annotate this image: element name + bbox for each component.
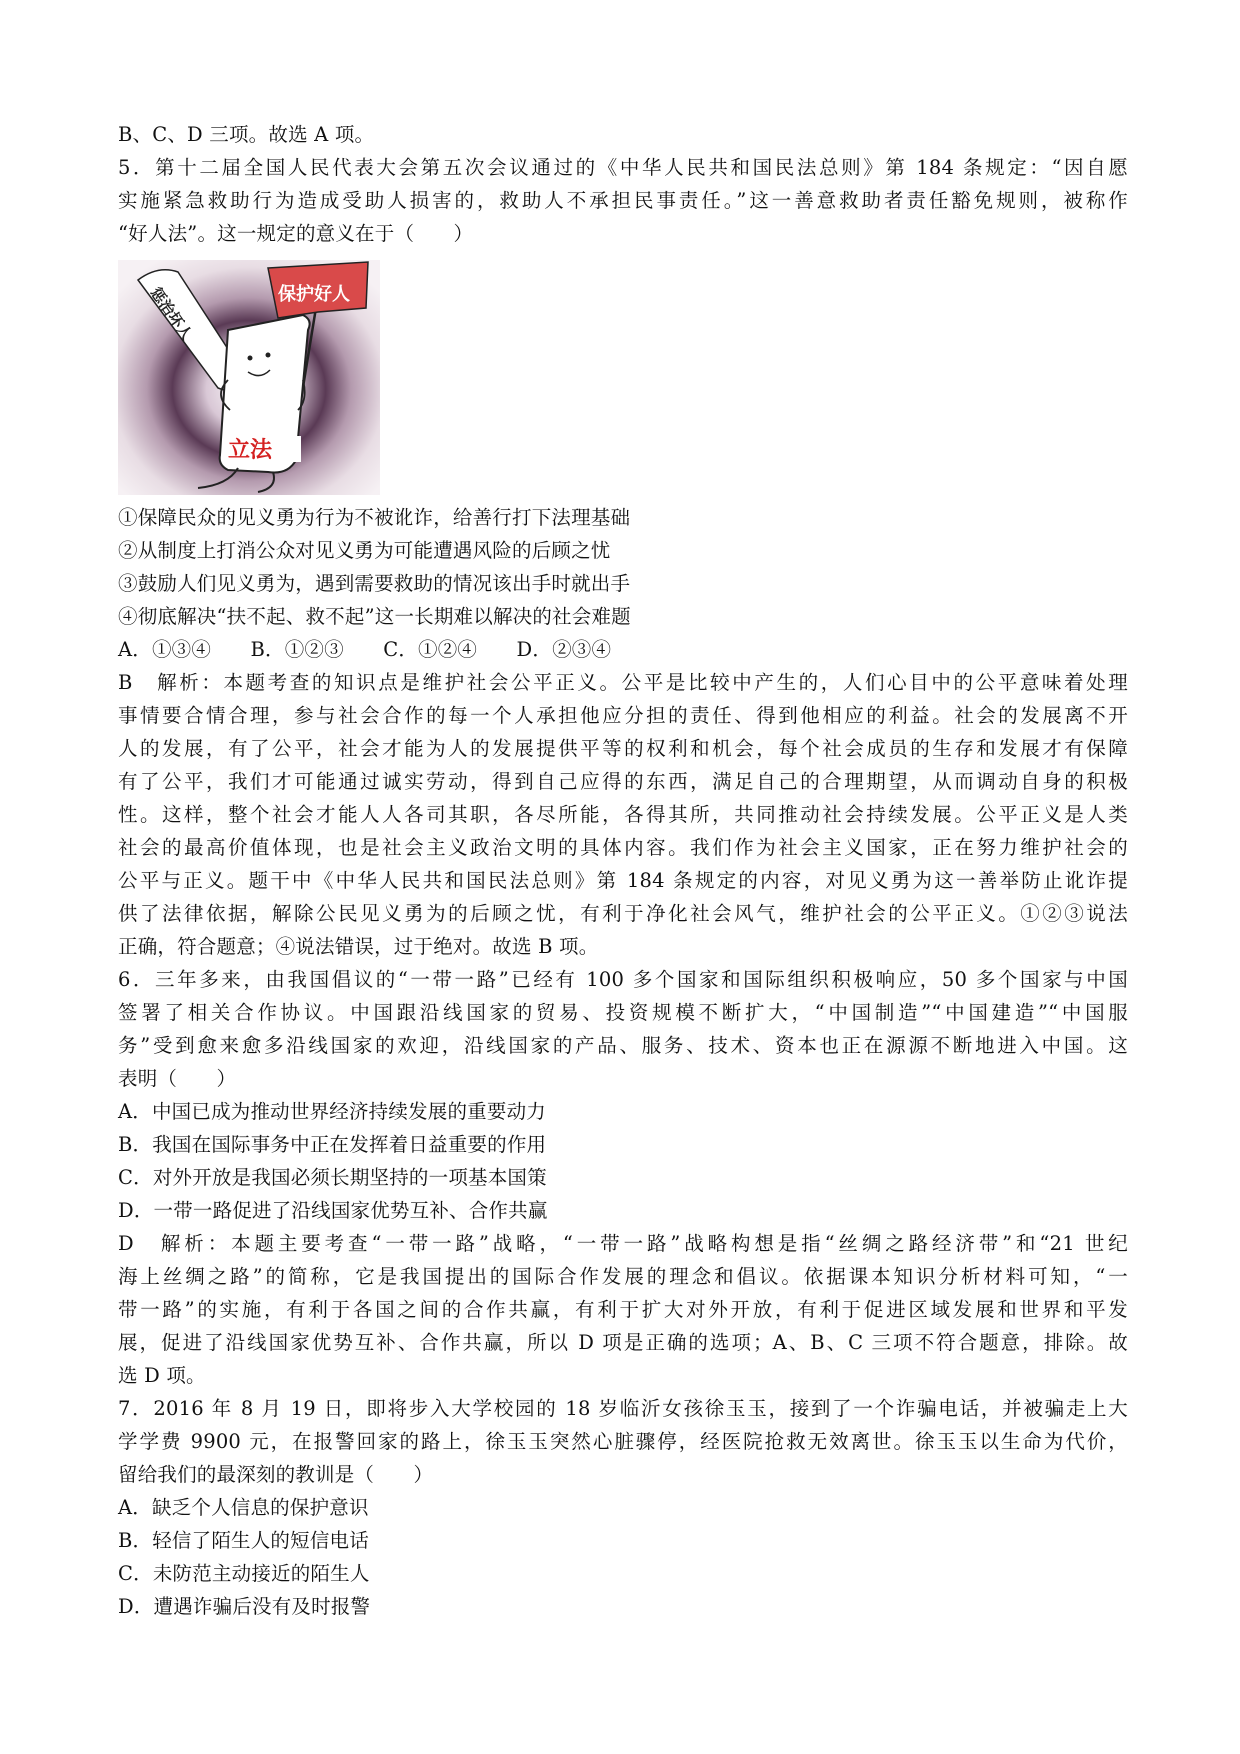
q6-stem-line: 务”受到愈来愈多沿线国家的欢迎，沿线国家的产品、服务、技术、资本也正在源源不断地进入中国。这 <box>118 1034 1128 1057</box>
q6-option: C．对外开放是我国必须长期坚持的一项基本国策 <box>118 1166 547 1189</box>
legislation-cartoon <box>118 260 380 495</box>
q5-statement: ④彻底解决“扶不起、救不起”这一长期难以解决的社会难题 <box>118 605 631 628</box>
q5-analysis-line: 正确，符合题意；④说法错误，过于绝对。故选 B 项。 <box>118 935 599 958</box>
q6-option: B．我国在国际事务中正在发挥着日益重要的作用 <box>118 1133 547 1156</box>
q6-analysis-line: D 解析：本题主要考查“一带一路”战略，“一带一路”战略构想是指“丝绸之路经济带”和“21 世纪 <box>118 1232 1128 1255</box>
q7-option: D．遭遇诈骗后没有及时报警 <box>118 1595 371 1618</box>
q6-stem-line: 6．三年多来，由我国倡议的“一带一路”已经有 100 多个国家和国际组织积极响应，50 多个国家与中国 <box>118 968 1128 991</box>
q6-option: A．中国已成为推动世界经济持续发展的重要动力 <box>118 1100 546 1123</box>
q5-stem-line: 5．第十二届全国人民代表大会第五次会议通过的《中华人民共和国民法总则》第 184 条规定：“因自愿 <box>118 156 1128 179</box>
q5-analysis-line: 人的发展，有了公平，社会才能为人的发展提供平等的权利和机会，每个社会成员的生存和发展才有保障 <box>118 737 1128 760</box>
q7-option: B．轻信了陌生人的短信电话 <box>118 1529 369 1552</box>
question-5 <box>118 151 1128 963</box>
q5-statement: ①保障民众的见义勇为行为不被讹诈，给善行打下法理基础 <box>118 506 631 529</box>
q5-options: A．①③④ B．①②③ C．①②④ D．②③④ <box>118 638 612 661</box>
q6-analysis-line: 选 D 项。 <box>118 1364 206 1387</box>
q5-statement: ②从制度上打消公众对见义勇为可能遭遇风险的后顾之忧 <box>118 539 611 562</box>
q5-stem-line: 实施紧急救助行为造成受助人损害的，救助人不承担民事责任。”这一善意救助者责任豁免规则，被称作 <box>118 189 1128 212</box>
q5-analysis-line: 供了法律依据，解除公民见义勇为的后顾之忧，有利于净化社会风气，维护社会的公平正义。①②③说法 <box>118 902 1128 925</box>
q5-analysis-line: 有了公平，我们才可能通过诚实劳动，得到自己应得的东西，满足自己的合理期望，从而调动自身的积极 <box>118 770 1128 793</box>
q7-option: C．未防范主动接近的陌生人 <box>118 1562 370 1585</box>
q6-analysis-line: 海上丝绸之路”的简称，它是我国提出的国际合作发展的理念和倡议。依据课本知识分析材料可知，“一 <box>118 1265 1128 1288</box>
document-page <box>118 118 1128 1623</box>
q4-tail: B、C、D 三项。故选 A 项。 <box>118 123 375 146</box>
banner-label: 惩治坏人 <box>146 283 196 344</box>
q7-stem-line: 7．2016 年 8 月 19 日，即将步入大学校园的 18 岁临沂女孩徐玉玉，接到了一个诈骗电话，并被骗走上大 <box>118 1397 1128 1420</box>
q5-analysis-line: 事情要合情合理，参与社会合作的每一个人承担他应分担的责任、得到他相应的利益。社会的发展离不开 <box>118 704 1128 727</box>
question-7 <box>118 1392 1128 1623</box>
q6-analysis-line: 展，促进了沿线国家优势互补、合作共赢，所以 D 项是正确的选项；A、B、C 三项不符合题意，排除。故 <box>118 1331 1128 1354</box>
question-6 <box>118 963 1128 1392</box>
q5-analysis-line: B 解析：本题考查的知识点是维护社会公平正义。公平是比较中产生的，人们心目中的公平意味着处理 <box>118 671 1128 694</box>
q5-illustration <box>118 260 380 495</box>
q7-option: A．缺乏个人信息的保护意识 <box>118 1496 369 1519</box>
q6-option: D．一带一路促进了沿线国家优势互补、合作共赢 <box>118 1199 548 1222</box>
q5-analysis-line: 公平与正义。题干中《中华人民共和国民法总则》第 184 条规定的内容，对见义勇为这一善举防止讹诈提 <box>118 869 1128 892</box>
legislation-label: 立法 <box>228 438 273 463</box>
q7-stem-line: 学学费 9900 元，在报警回家的路上，徐玉玉突然心脏骤停，经医院抢救无效离世。徐玉玉以生命为代价， <box>118 1430 1128 1453</box>
q5-stem-line: “好人法”。这一规定的意义在于（ ） <box>118 222 474 245</box>
q6-stem-line: 签署了相关合作协议。中国跟沿线国家的贸易、投资规模不断扩大，“中国制造”“中国建造”“中国服 <box>118 1001 1128 1024</box>
q5-analysis-line: 性。这样，整个社会才能人人各司其职，各尽所能，各得其所，共同推动社会持续发展。公平正义是人类 <box>118 803 1128 826</box>
q6-analysis-line: 带一路”的实施，有利于各国之间的合作共赢，有利于扩大对外开放，有利于促进区域发展和世界和平发 <box>118 1298 1128 1321</box>
q7-stem-line: 留给我们的最深刻的教训是（ ） <box>118 1463 434 1486</box>
q5-analysis-line: 社会的最高价值体现，也是社会主义政治文明的具体内容。我们作为社会主义国家，正在努力维护社会的 <box>118 836 1128 859</box>
flag-label: 保护好人 <box>278 284 350 305</box>
q5-statement: ③鼓励人们见义勇为，遇到需要救助的情况该出手时就出手 <box>118 572 631 595</box>
q6-stem-line: 表明（ ） <box>118 1067 237 1090</box>
